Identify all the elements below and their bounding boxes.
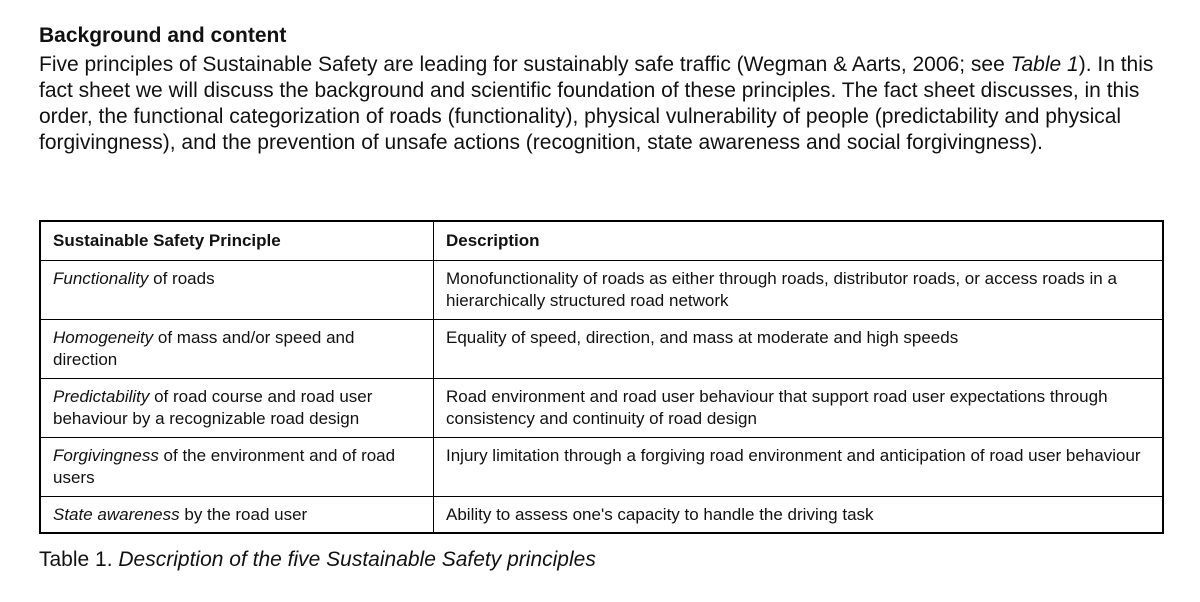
principle-term: Forgivingness (53, 446, 159, 465)
intro-text-end: ). In this fact sheet we will discuss the background and scientific foundation of these principles. The fact sheet discusses, in this order, the functional categorization of roads (functionality), physical vulnerability of people (predictability and physical forgivingness), and the prevention of unsafe actions (recognition, state awareness and social forgivingness). (39, 53, 1154, 154)
header-description: Description (434, 221, 1164, 261)
principle-rest: of the environment and of road users (53, 446, 396, 487)
caption-text: Description of the five Sustainable Safety principles (118, 548, 596, 571)
principle-term: State awareness (53, 505, 180, 524)
principle-cell (40, 497, 434, 534)
table-row (40, 438, 1163, 497)
table-row (40, 379, 1163, 438)
principle-term: Functionality (53, 269, 149, 288)
principle-cell (40, 379, 434, 438)
description-cell: Road environment and road user behaviour that support road user expectations through consistency and continuity of road design (434, 379, 1164, 438)
intro-paragraph (39, 52, 1164, 156)
principles-table (39, 220, 1164, 534)
table-header-row (40, 221, 1163, 261)
table-row (40, 497, 1163, 534)
principle-rest: of road course and road user behaviour by a recognizable road design (53, 387, 373, 428)
table-caption (39, 546, 596, 574)
principle-term: Homogeneity (53, 328, 154, 347)
principle-rest: of roads (148, 269, 215, 288)
principle-rest: of mass and/or speed and direction (53, 328, 355, 369)
description-cell: Ability to assess one's capacity to handle the driving task (434, 497, 1164, 534)
principle-cell (40, 438, 434, 497)
table-row (40, 320, 1163, 379)
principle-term: Predictability (53, 387, 150, 406)
principle-rest: by the road user (179, 505, 308, 524)
principle-cell (40, 320, 434, 379)
description-cell: Monofunctionality of roads as either through roads, distributor roads, or access roads in a hierarchically structured road network (434, 261, 1164, 320)
header-principle: Sustainable Safety Principle (40, 221, 434, 261)
table-reference: Table 1 (1010, 53, 1079, 76)
table-row (40, 261, 1163, 320)
description-cell: Injury limitation through a forgiving road environment and anticipation of road user behaviour (434, 438, 1164, 497)
description-cell: Equality of speed, direction, and mass at moderate and high speeds (434, 320, 1164, 379)
section-heading: Background and content (39, 24, 287, 47)
principle-cell (40, 261, 434, 320)
caption-label: Table 1. (39, 548, 119, 571)
intro-text-start: Five principles of Sustainable Safety are leading for sustainably safe traffic (Wegman & Aarts, 2006; see (39, 53, 1011, 76)
document-page (39, 22, 1164, 571)
